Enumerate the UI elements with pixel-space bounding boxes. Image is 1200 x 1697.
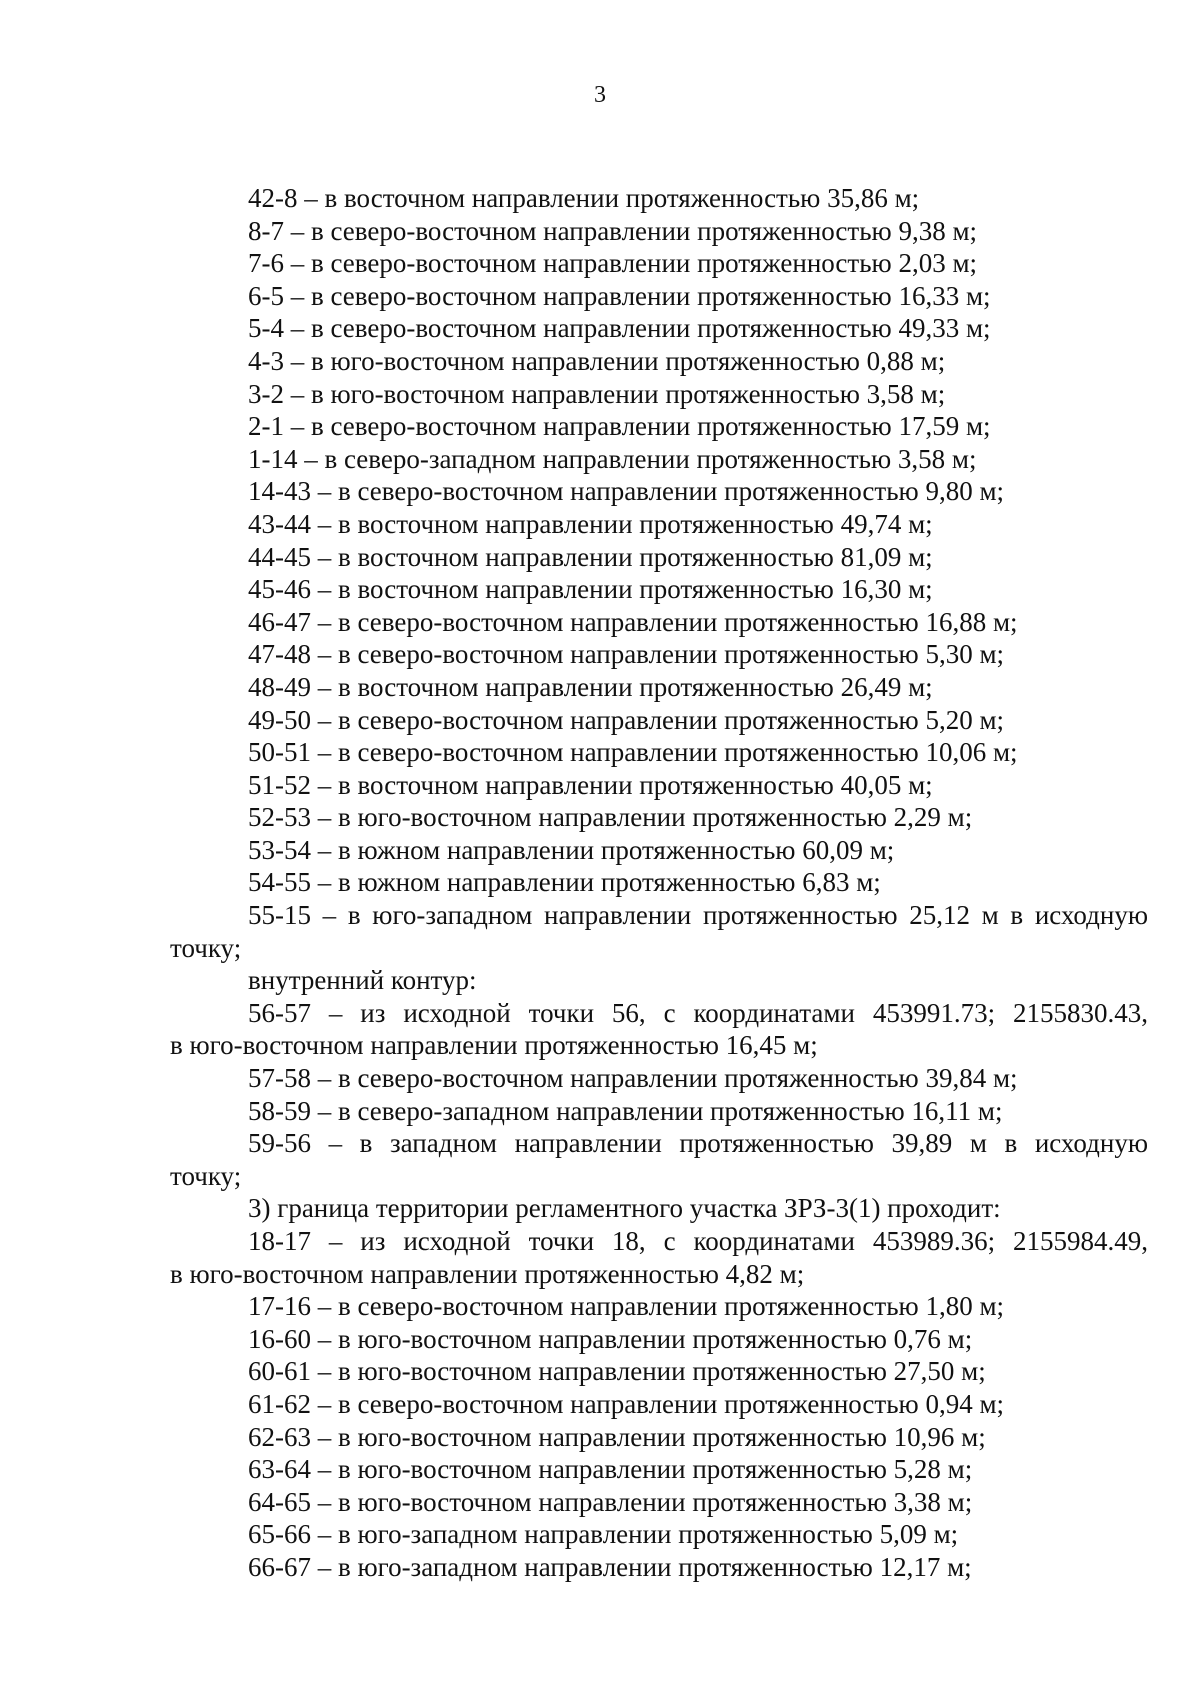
text-line: 4-3 – в юго-восточном направлении протяженностью 0,88 м; — [248, 345, 946, 376]
text-line: 1-14 – в северо-западном направлении протяженностью 3,58 м; — [248, 443, 977, 474]
text-line: 53-54 – в южном направлении протяженностью 60,09 м; — [248, 834, 895, 865]
text-line: 7-6 – в северо-восточном направлении протяженностью 2,03 м; — [248, 248, 978, 279]
text-line: 61-62 – в северо-восточном направлении протяженностью 0,94 м; — [248, 1388, 1005, 1419]
text-line: 49-50 – в северо-восточном направлении протяженностью 5,20 м; — [248, 704, 1005, 735]
text-line: 46-47 – в северо-восточном направлении протяженностью 16,88 м; — [248, 606, 1018, 637]
text-line: 57-58 – в северо-восточном направлении протяженностью 39,84 м; — [248, 1063, 1018, 1094]
text-line: 17-16 – в северо-восточном направлении протяженностью 1,80 м; — [248, 1291, 1005, 1322]
page-number: 3 — [594, 82, 606, 108]
text-line: внутренний контур: — [248, 965, 477, 996]
text-line: 64-65 – в юго-восточном направлении протяженностью 3,38 м; — [248, 1486, 973, 1517]
text-line: 54-55 – в южном направлении протяженностью 6,83 м; — [248, 867, 881, 898]
text-line: 16-60 – в юго-восточном направлении протяженностью 0,76 м; — [248, 1323, 973, 1354]
text-line: 66-67 – в юго-западном направлении протяженностью 12,17 м; — [248, 1551, 972, 1582]
document-body — [170, 182, 1148, 1584]
text-line: 58-59 – в северо-западном направлении протяженностью 16,11 м; — [248, 1095, 1003, 1126]
text-line: в юго-восточном направлении протяженностью 16,45 м; — [170, 1030, 818, 1061]
text-line: 18-17 – из исходной точки 18, с координатами 453989.36; 2155984.49, — [248, 1226, 1148, 1256]
text-line: 63-64 – в юго-восточном направлении протяженностью 5,28 м; — [248, 1454, 973, 1485]
text-line: 51-52 – в восточном направлении протяженностью 40,05 м; — [248, 769, 933, 800]
text-line: 44-45 – в восточном направлении протяженностью 81,09 м; — [248, 541, 933, 572]
text-line: 50-51 – в северо-восточном направлении протяженностью 10,06 м; — [248, 737, 1018, 768]
text-line: точку; — [170, 1160, 242, 1191]
text-line: 62-63 – в юго-восточном направлении протяженностью 10,96 м; — [248, 1421, 986, 1452]
text-line: 3-2 – в юго-восточном направлении протяженностью 3,58 м; — [248, 378, 946, 409]
text-line: 55-15 – в юго-западном направлении протяженностью 25,12 м в исходную — [248, 900, 1148, 931]
text-line: 59-56 – в западном направлении протяженностью 39,89 м в исходную — [248, 1128, 1148, 1159]
text-line: 48-49 – в восточном направлении протяженностью 26,49 м; — [248, 671, 933, 702]
text-line: 52-53 – в юго-восточном направлении протяженностью 2,29 м; — [248, 802, 973, 833]
text-line: в юго-восточном направлении протяженностью 4,82 м; — [170, 1258, 805, 1289]
text-line: 43-44 – в восточном направлении протяженностью 49,74 м; — [248, 508, 933, 539]
text-line: точку; — [170, 932, 242, 963]
text-line: 5-4 – в северо-восточном направлении протяженностью 49,33 м; — [248, 313, 991, 344]
text-line: 45-46 – в восточном направлении протяженностью 16,30 м; — [248, 574, 933, 605]
text-line: 8-7 – в северо-восточном направлении протяженностью 9,38 м; — [248, 215, 978, 246]
text-line: 2-1 – в северо-восточном направлении протяженностью 17,59 м; — [248, 411, 991, 442]
text-line: 56-57 – из исходной точки 56, с координатами 453991.73; 2155830.43, — [248, 997, 1148, 1028]
text-line: 42-8 – в восточном направлении протяженностью 35,86 м; — [248, 183, 920, 213]
text-line: 14-43 – в северо-восточном направлении протяженностью 9,80 м; — [248, 476, 1005, 507]
text-line: 3) граница территории регламентного участка ЗРЗ-3(1) проходит: — [248, 1193, 1001, 1224]
text-line: 65-66 – в юго-западном направлении протяженностью 5,09 м; — [248, 1519, 959, 1550]
text-line: 47-48 – в северо-восточном направлении протяженностью 5,30 м; — [248, 639, 1005, 670]
text-line: 60-61 – в юго-восточном направлении протяженностью 27,50 м; — [248, 1356, 986, 1387]
text-line: 6-5 – в северо-восточном направлении протяженностью 16,33 м; — [248, 280, 991, 311]
